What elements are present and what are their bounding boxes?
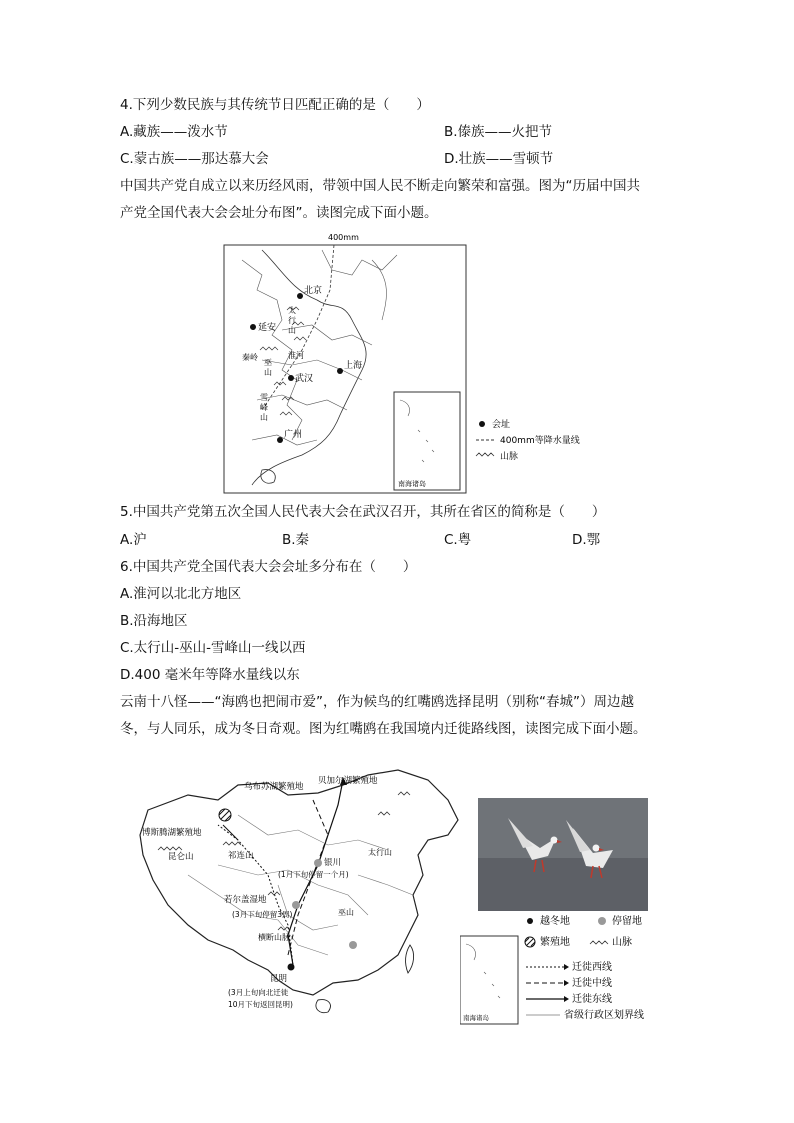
legend-winter: 越冬地 xyxy=(540,916,570,927)
legend-middle: 迁徙中线 xyxy=(572,978,612,989)
label-tai: 太 xyxy=(288,306,296,315)
legend-winter-marker xyxy=(527,918,533,924)
label-yinchuan-note: (1月下旬停留一个月) xyxy=(278,870,349,879)
shanghai-marker xyxy=(337,368,343,374)
label-xue: 雪 xyxy=(260,393,268,402)
map2-inset xyxy=(460,936,518,1024)
label-hang: 行 xyxy=(288,316,296,325)
q4-option-b: B.傣族——火把节 xyxy=(444,124,553,140)
label-feng: 峰 xyxy=(260,403,268,412)
label-yinchuan: 银川 xyxy=(324,858,342,868)
city-yanan: 延安 xyxy=(258,323,277,333)
legend-mountain2: 山脉 xyxy=(612,937,632,948)
label-taihang: 太行山 xyxy=(368,848,392,857)
beijing-marker xyxy=(297,293,303,299)
kunming-winter-marker xyxy=(288,964,295,971)
q5-option-a: A.沪 xyxy=(120,532,147,548)
q6-stem: 6.中国共产党全国代表大会会址多分布在（ ） xyxy=(120,559,417,575)
gull-photo xyxy=(478,798,648,911)
label-wubusu: 乌布苏湖繁殖地 xyxy=(244,782,304,792)
label-shan1: 山 xyxy=(288,326,296,335)
legend-west: 迁徙西线 xyxy=(572,962,612,973)
legend-400mm: 400mm等降水量线 xyxy=(500,436,580,446)
guangzhou-marker xyxy=(277,437,283,443)
label-bosten: 博斯腾湖繁殖地 xyxy=(142,828,202,838)
map1-legend xyxy=(474,418,604,470)
legend-mountain: 山脉 xyxy=(500,452,519,462)
wuhan-marker xyxy=(288,375,294,381)
label-qilian: 祁连山 xyxy=(228,851,254,861)
label-ruoergai: 若尔盖湿地 xyxy=(224,895,267,905)
q5-stem: 5.中国共产党第五次全国人民代表大会在武汉召开，其所在省区的简称是（ ） xyxy=(120,504,606,520)
stop-marker-3 xyxy=(349,941,357,949)
q5-option-b: B.秦 xyxy=(282,532,310,548)
legend-breed: 繁殖地 xyxy=(540,937,570,948)
label-wu: 巫 xyxy=(264,358,272,367)
gull-migration-map xyxy=(128,755,468,1025)
city-shanghai: 上海 xyxy=(344,361,363,371)
map2-inset-label: 南海诸岛 xyxy=(463,1014,489,1022)
label-kunlun: 昆仑山 xyxy=(168,852,194,862)
label-kunming-note2: 10月下旬返回昆明) xyxy=(228,1000,293,1009)
q6-option-c: C.太行山-巫山-雪峰山一线以西 xyxy=(120,640,306,656)
label-kunming-note1: (3月上旬向北迁徙 xyxy=(228,988,289,997)
city-beijing: 北京 xyxy=(304,286,323,296)
map2-legend xyxy=(460,912,675,1027)
q6-option-b: B.沿海地区 xyxy=(120,613,188,629)
ruoergai-stop-marker xyxy=(292,901,300,909)
q4-option-c: C.蒙古族——那达慕大会 xyxy=(120,151,269,167)
legend-stop-marker xyxy=(598,917,606,925)
q6-option-d: D.400 毫米年等降水量线以东 xyxy=(120,667,300,683)
legend-border: 省级行政区划界线 xyxy=(564,1010,644,1021)
q6-option-a: A.淮河以北北方地区 xyxy=(120,586,242,602)
label-hengduan: 横断山脉 xyxy=(258,933,290,942)
label-qinling: 秦岭 xyxy=(242,353,258,362)
city-guangzhou: 广州 xyxy=(284,430,303,440)
q5-option-d: D.鄂 xyxy=(572,532,601,548)
q4-stem: 4.下列少数民族与其传统节日匹配正确的是（ ） xyxy=(120,97,430,113)
label-shan2: 山 xyxy=(264,368,272,377)
intro1-line2: 产党全国代表大会会址分布图”。读图完成下面小题。 xyxy=(120,205,438,221)
legend-mountain2-icon xyxy=(590,941,608,944)
map1-inset-label: 南海诸岛 xyxy=(398,480,426,488)
legend-mountain-icon xyxy=(476,453,494,456)
q5-option-c: C.粤 xyxy=(444,532,472,548)
map1-400mm-label: 400mm xyxy=(328,233,359,242)
label-baikal: 贝加尔湖繁殖地 xyxy=(318,776,378,786)
label-ruoergai-note: (3月下旬停留3周) xyxy=(232,910,293,919)
label-kunming: 昆明 xyxy=(270,974,288,984)
intro2-line2: 冬，与人同乐，成为冬日奇观。图为红嘴鸥在我国境内迁徙路线图，读图完成下面小题。 xyxy=(120,721,647,737)
intro2-line1: 云南十八怪——“海鸥也把闹市爱”，作为候鸟的红嘴鸥选择昆明（别称“春城”）周边越 xyxy=(120,694,634,710)
legend-site-marker xyxy=(479,421,485,427)
legend-stop: 停留地 xyxy=(612,916,642,927)
label-shan3: 山 xyxy=(260,413,268,422)
label-wushan: 巫山 xyxy=(338,908,354,917)
intro1-line1: 中国共产党自成立以来历经风雨，带领中国人民不断走向繁荣和富强。图为“历届中国共 xyxy=(120,178,640,194)
yanan-marker xyxy=(250,324,256,330)
city-wuhan: 武汉 xyxy=(295,374,314,384)
q4-option-d: D.壮族——雪顿节 xyxy=(444,151,554,167)
yinchuan-stop-marker xyxy=(314,859,322,867)
label-huaihe: 淮河 xyxy=(288,351,304,360)
legend-site: 会址 xyxy=(492,420,511,430)
q4-option-a: A.藏族——泼水节 xyxy=(120,124,228,140)
legend-east: 迁徙东线 xyxy=(572,994,612,1005)
cpc-congress-sites-map xyxy=(222,230,470,498)
